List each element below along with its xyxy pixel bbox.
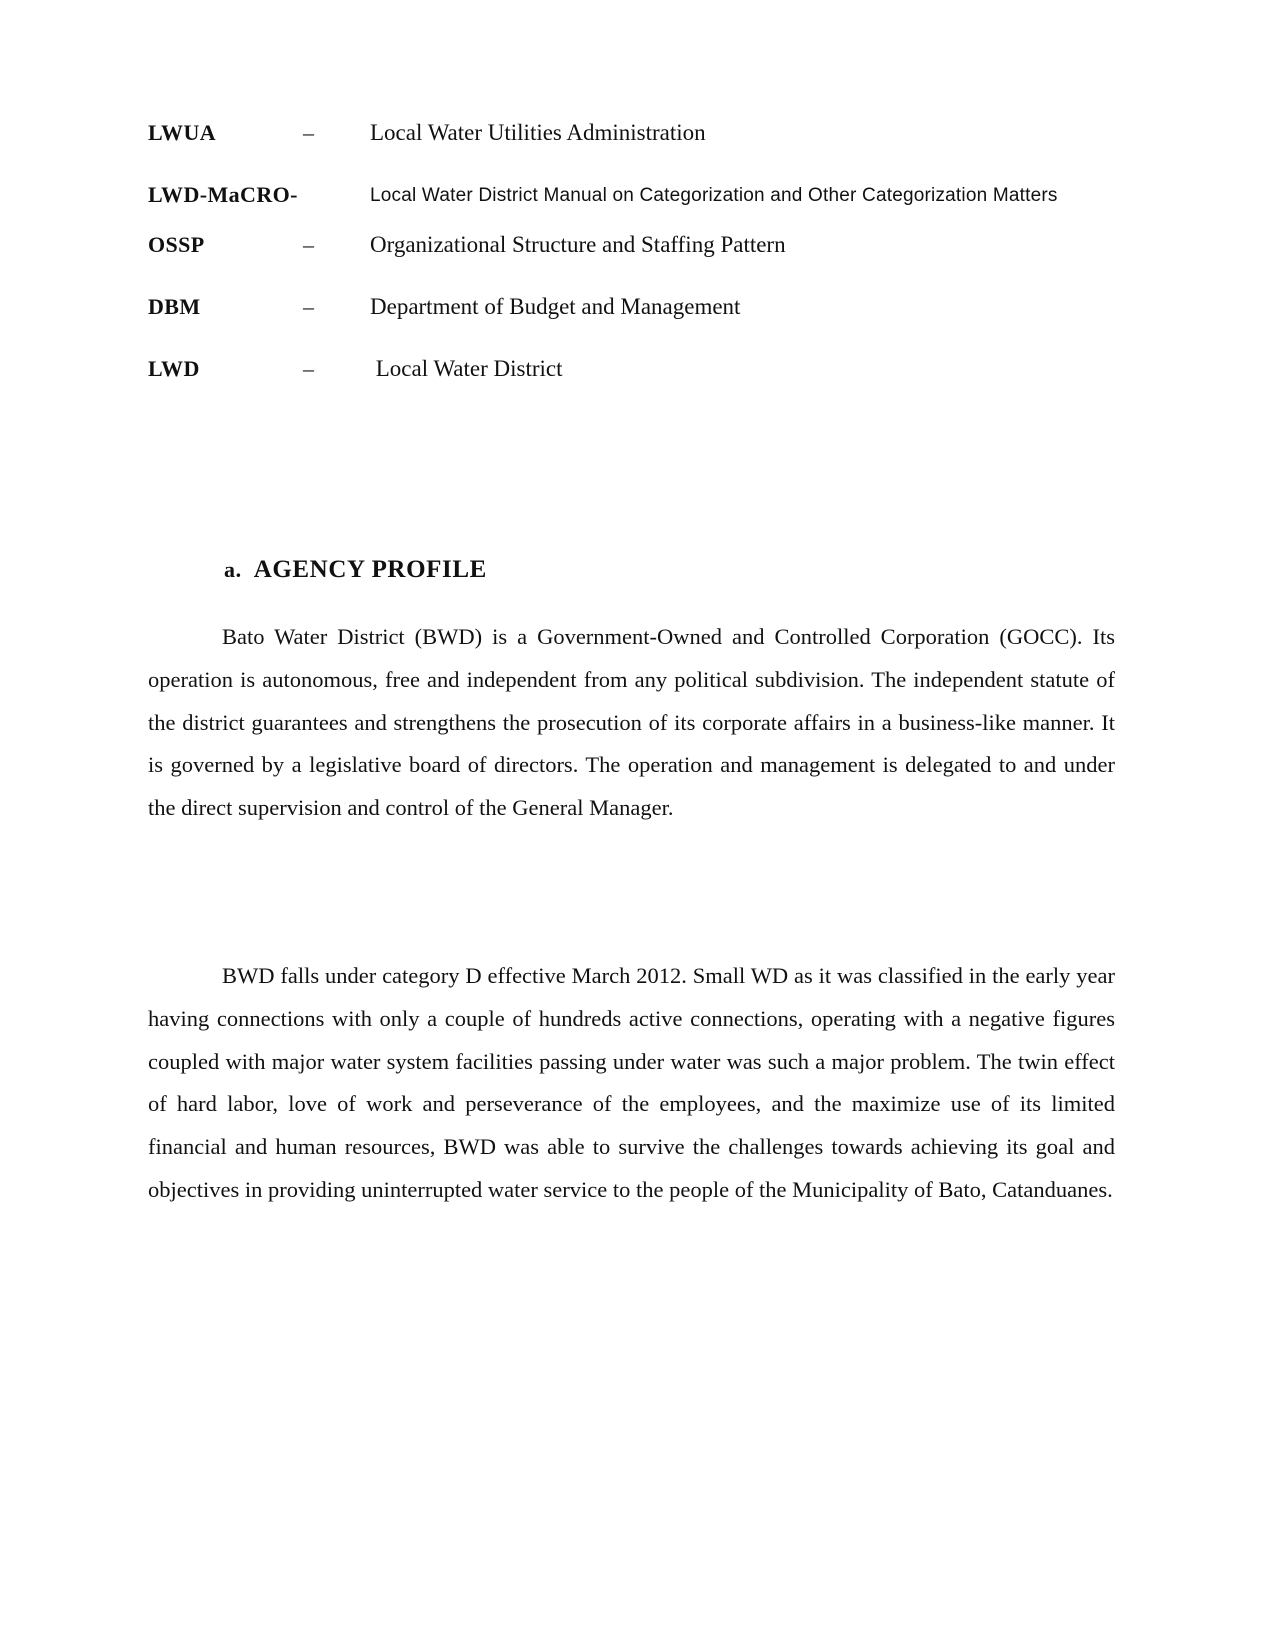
section-letter: a. — [224, 557, 242, 582]
abbreviation-definition: Local Water District Manual on Categorization and Other Categorization Matters — [370, 185, 1058, 206]
section-heading — [224, 556, 487, 584]
abbreviation-dash: – — [303, 294, 314, 319]
abbreviation-term: OSSP — [148, 232, 205, 257]
abbreviation-definition: Department of Budget and Management — [370, 294, 741, 319]
abbreviation-row-lwd — [148, 356, 1128, 396]
abbreviation-definition: Local Water District — [370, 356, 563, 381]
paragraph-agency-overview: Bato Water District (BWD) is a Government-Owned and Controlled Corporation (GOCC). Its operation is autonomous, free and independent from any political subdivision. The independent statute of the district guarantees and strengthens the prosecution of its corporate affairs in a business-like manner. It is governed by a legislative board of directors. The operation and management is delegated to and under the direct supervision and control of the General Manager. — [148, 624, 1115, 821]
abbreviation-dash: – — [303, 232, 314, 257]
abbreviation-dash: – — [303, 120, 314, 145]
abbreviation-row-dbm — [148, 294, 1128, 334]
abbreviation-term: LWD-MaCRO- — [148, 182, 298, 207]
section-title: AGENCY PROFILE — [253, 556, 487, 583]
paragraph-agency-history: BWD falls under category D effective March 2012. Small WD as it was classified in the early year having connections with only a couple of hundreds active connections, operating with a negative figures coupled with major water system facilities passing under water was such a major problem. The twin effect of hard labor, love of work and perseverance of the employees, and the maximize use of its limited financial and human resources, BWD was able to survive the challenges towards achieving its goal and objectives in providing uninterrupted water service to the people of the Municipality of Bato, Catanduanes. — [148, 963, 1115, 1202]
abbreviation-term: LWUA — [148, 120, 217, 145]
abbreviation-row-lwd-macro — [148, 182, 1128, 222]
abbreviation-dash: – — [303, 356, 314, 381]
abbreviation-row-ossp — [148, 232, 1128, 272]
abbreviation-term: LWD — [148, 356, 200, 381]
abbreviation-row-lwua — [148, 120, 1128, 160]
abbreviation-definition: Organizational Structure and Staffing Pattern — [370, 232, 786, 257]
abbreviation-definition: Local Water Utilities Administration — [370, 120, 706, 145]
abbreviation-term: DBM — [148, 294, 201, 319]
